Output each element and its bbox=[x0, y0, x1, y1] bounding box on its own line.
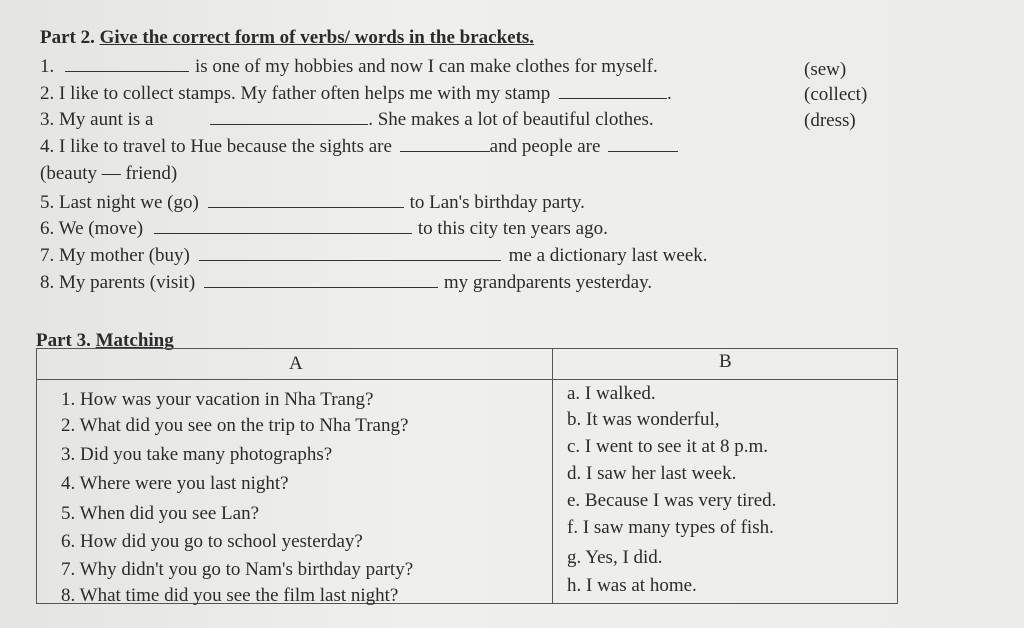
question-4-middle: and people are bbox=[489, 136, 601, 157]
question-3-hint: (dress) bbox=[804, 110, 856, 131]
question-a-6[interactable]: 6. How did you go to school yesterday? bbox=[61, 531, 363, 552]
question-4-text: 4. I like to travel to Hue because the sights are bbox=[40, 136, 392, 157]
question-5 bbox=[40, 191, 585, 214]
question-1-hint: (sew) bbox=[804, 59, 847, 80]
question-a-5[interactable]: 5. When did you see Lan? bbox=[61, 503, 260, 524]
question-a-1[interactable]: 1. How was your vacation in Nha Trang? bbox=[61, 389, 374, 410]
answer-blank-6[interactable] bbox=[154, 217, 412, 234]
question-1-number: 1. bbox=[40, 56, 55, 77]
question-5-rest: to Lan's birthday party. bbox=[409, 192, 585, 213]
question-6-rest: to this city ten years ago. bbox=[417, 218, 608, 239]
part2-title bbox=[40, 27, 534, 49]
question-a-2[interactable]: 2. What did you see on the trip to Nha Trang? bbox=[61, 415, 409, 436]
question-6-text: 6. We (move) bbox=[40, 218, 144, 239]
question-a-4[interactable]: 4. Where were you last night? bbox=[61, 473, 289, 494]
question-7 bbox=[40, 244, 708, 267]
question-6 bbox=[40, 217, 608, 240]
part2-title-prefix: Part 2. bbox=[40, 27, 95, 48]
question-a-8[interactable]: 8. What time did you see the film last night? bbox=[61, 585, 399, 606]
table-column-divider bbox=[552, 349, 553, 603]
answer-b-a[interactable]: a. I walked. bbox=[567, 383, 656, 404]
question-4-hint: (beauty — friend) bbox=[40, 163, 178, 184]
question-8-text: 8. My parents (visit) bbox=[40, 272, 196, 293]
table-header-divider bbox=[37, 379, 897, 380]
question-8-rest: my grandparents yesterday. bbox=[443, 272, 653, 293]
question-4 bbox=[40, 135, 678, 158]
question-2-text: 2. I like to collect stamps. My father often helps me with my stamp bbox=[40, 83, 551, 104]
part2-title-instruction: Give the correct form of verbs/ words in the brackets. bbox=[99, 27, 535, 48]
column-b-header: B bbox=[719, 351, 732, 372]
answer-blank-2[interactable] bbox=[559, 82, 667, 99]
question-2 bbox=[40, 82, 672, 105]
question-1 bbox=[40, 55, 658, 78]
answer-b-c[interactable]: c. I went to see it at 8 p.m. bbox=[567, 436, 769, 457]
answer-blank-3[interactable] bbox=[210, 108, 368, 125]
question-3-rest: . She makes a lot of beautiful clothes. bbox=[368, 109, 654, 130]
answer-b-g[interactable]: g. Yes, I did. bbox=[567, 547, 663, 568]
answer-blank-4a[interactable] bbox=[400, 135, 490, 152]
question-8 bbox=[40, 271, 652, 294]
answer-blank-5[interactable] bbox=[208, 191, 404, 208]
question-3 bbox=[40, 108, 654, 131]
question-2-hint: (collect) bbox=[804, 84, 868, 105]
question-7-rest: me a dictionary last week. bbox=[508, 245, 708, 266]
question-5-text: 5. Last night we (go) bbox=[40, 192, 199, 213]
column-a-header: A bbox=[289, 353, 303, 374]
answer-blank-4b[interactable] bbox=[608, 135, 678, 152]
answer-b-f[interactable]: f. I saw many types of fish. bbox=[567, 517, 774, 538]
question-2-period: . bbox=[667, 83, 672, 104]
question-a-3[interactable]: 3. Did you take many photographs? bbox=[61, 444, 333, 465]
answer-b-d[interactable]: d. I saw her last week. bbox=[567, 463, 737, 484]
question-7-text: 7. My mother (buy) bbox=[40, 245, 190, 266]
answer-blank-7[interactable] bbox=[199, 244, 501, 261]
part3-title-prefix: Part 3. bbox=[36, 330, 91, 351]
answer-b-h[interactable]: h. I was at home. bbox=[567, 575, 697, 596]
answer-b-b[interactable]: b. It was wonderful, bbox=[567, 409, 720, 430]
answer-b-e[interactable]: e. Because I was very tired. bbox=[567, 490, 777, 511]
part3-title-instruction: Matching bbox=[95, 330, 174, 351]
answer-blank-1[interactable] bbox=[65, 55, 189, 72]
question-a-7[interactable]: 7. Why didn't you go to Nam's birthday party? bbox=[61, 559, 414, 580]
matching-table bbox=[36, 348, 898, 604]
answer-blank-8[interactable] bbox=[204, 271, 438, 288]
question-3-text: 3. My aunt is a bbox=[40, 109, 154, 130]
question-1-text: is one of my hobbies and now I can make clothes for myself. bbox=[195, 56, 658, 77]
